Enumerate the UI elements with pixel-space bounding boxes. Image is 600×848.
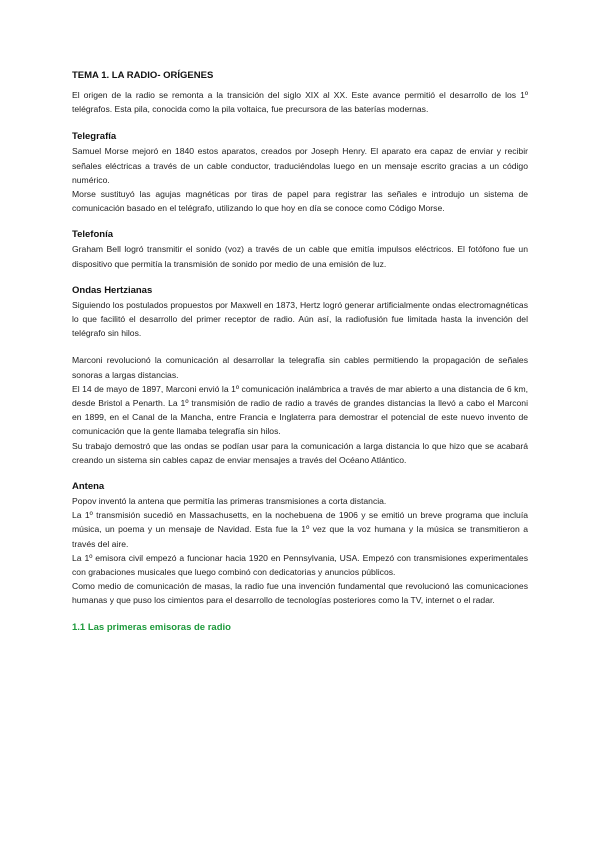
paragraph: La 1º transmisión sucedió en Massachusetts, en la nochebuena de 1906 y se emitió un breve programa que incluía música, un poema y un mensaje de Navidad. Esta fue la 1º vez que la voz humana y la música se transmitieron a través del aire. [72,510,528,549]
intro-paragraph: El origen de la radio se remonta a la transición del siglo XIX al XX. Este avance permitió el desarrollo de los 1º telégrafos. Esta pila, conocida como la pila voltaica, fue precursora de las baterías modernas. [72,90,528,115]
paragraph: Samuel Morse mejoró en 1840 estos aparatos, creados por Joseph Henry. El aparato era capaz de enviar y recibir señales eléctricas a través de un cable conductor, traduciéndolas luego en un mensaje escrito gracias a un código numérico. [72,146,528,185]
section-heading-antena: Antena [72,481,105,493]
paragraph: Su trabajo demostró que las ondas se podían usar para la comunicación a larga distancia lo que hizo que se acabará creando un sistema sin cables capaz de enviar mensajes a través del Océano Atlántico. [72,440,528,465]
document-page [72,70,528,635]
paragraph: Graham Bell logró transmitir el sonido (voz) a través de un cable que emitía impulsos eléctricos. El fotófono fue un dispositivo que permitía la transmisión de sonido por medio de una emisión de luz. [72,244,528,269]
section-antena [72,480,528,608]
subsection-heading: 1.1 Las primeras emisoras de radio [72,621,231,633]
paragraph: La 1º emisora civil empezó a funcionar hacia 1920 en Pennsylvania, USA. Empezó con transmisiones experimentales con grabaciones musicales que luego combinó con dedicatorias y anuncios públicos. [72,552,528,578]
paragraph: Marconi revolucionó la comunicación al desarrollar la telegrafía sin cables permitiendo la propagación de señales sonoras a largas distancias. [72,355,528,380]
section-ondas-hertzianas [72,284,528,467]
section-telefonia [72,228,528,270]
section-heading-ondas: Ondas Hertzianas [72,284,153,296]
paragraph: Como medio de comunicación de masas, la radio fue una invención fundamental que revolucionó las comunicaciones humanas y que puso los cimientos para el desarrollo de tecnologías posteriores como la TV, internet o el radar. [72,581,528,606]
paragraph: Popov inventó la antena que permitía las primeras transmisiones a corta distancia. [72,496,387,507]
section-heading-telefonia: Telefonía [72,229,113,241]
paragraph: Morse sustituyó las agujas magnéticas por tiras de papel para registrar las señales e introdujo un sistema de comunicación basado en el telégrafo, utilizando lo que hoy en día se conoce como Código Morse. [72,189,528,214]
section-heading-telegrafia: Telegrafía [72,131,117,143]
section-telegrafia [72,130,528,215]
page-title: TEMA 1. LA RADIO- ORÍGENES [72,70,214,81]
paragraph: El 14 de mayo de 1897, Marconi envió la 1º comunicación inalámbrica a través de mar abierto a una distancia de 6 km, desde Bristol a Penarth. La 1º transmisión de radio de radio a través de grandes distancias la llevó a cabo el Marconi en 1899, en el Canal de la Mancha, entre Francia e Inglaterra para demostrar el potencial de este nuevo invento de comunicación que la gente llamaba telegrafía sin hilos. [72,383,528,437]
paragraph: Siguiendo los postulados propuestos por Maxwell en 1873, Hertz logró generar artificialmente ondas electromagnéticas lo que facilitó el desarrollo del primer receptor de radio. Aún así, la radiofusión fue limitada hasta la invención del telégrafo sin hilos. [72,299,528,339]
